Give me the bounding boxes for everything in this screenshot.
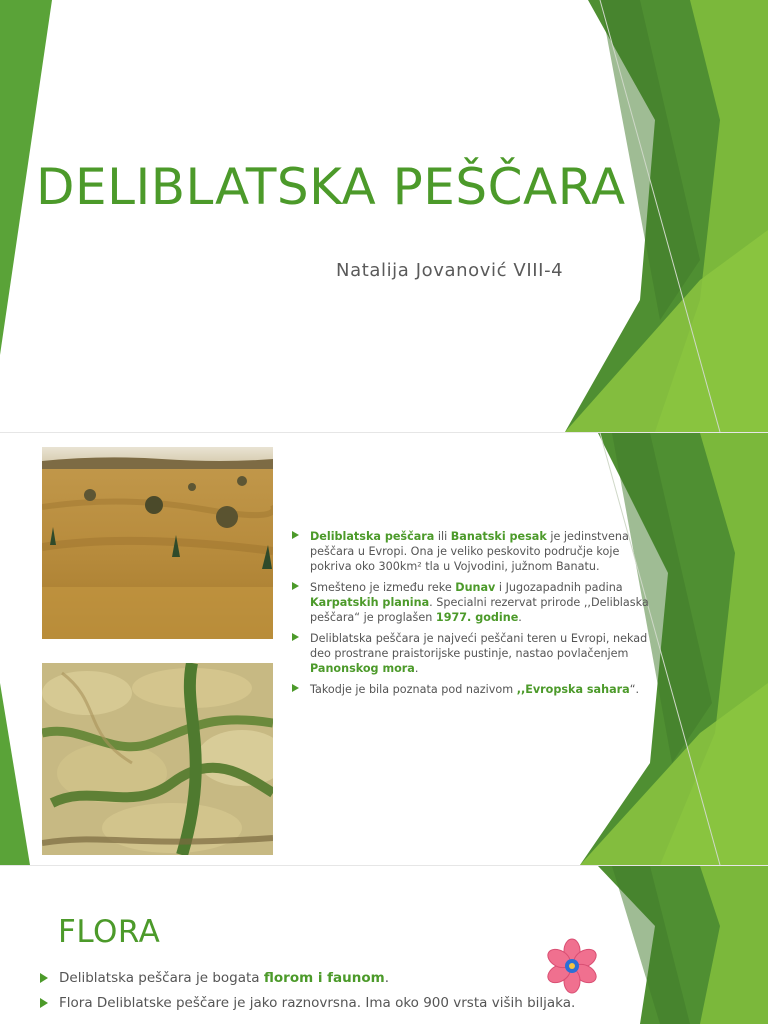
flora-slide	[0, 865, 768, 1024]
list-item	[292, 631, 664, 676]
text-run: i Jugozapadnih padina	[495, 581, 623, 594]
list-item	[292, 529, 664, 574]
title-slide	[0, 0, 768, 432]
text-run: . Specialni rezervat prirode ,,Deliblaska peščara“ je proglašen	[310, 596, 649, 624]
text-run: Smešteno je između reke	[310, 581, 456, 594]
flora-bullet-list	[40, 970, 640, 1020]
highlight-text: Karpatskih planina	[310, 596, 430, 609]
text-run: “.	[629, 683, 640, 696]
text-run: Deliblatska peščara je bogata	[59, 970, 264, 986]
text-run: .	[414, 662, 419, 675]
text-run: .	[518, 611, 522, 624]
text-run: .	[384, 970, 390, 986]
text-run: Takodje je bila poznata pod nazivom	[310, 683, 517, 696]
highlight-text: Panonskog mora	[310, 662, 415, 675]
aerial-dunes-photo	[42, 663, 273, 855]
bullet-arrow-icon	[40, 998, 48, 1008]
left-green-shape	[0, 683, 30, 865]
bullet-arrow-icon	[292, 684, 299, 692]
bullet-arrow-icon	[292, 582, 299, 590]
bullet-arrow-icon	[292, 633, 299, 641]
slide-subtitle: Natalija Jovanović VIII-4	[336, 260, 564, 281]
slide-decoration	[0, 0, 768, 432]
list-item	[40, 995, 640, 1012]
highlight-text: Banatski pesak	[450, 530, 547, 543]
list-item	[292, 682, 664, 697]
highlight-text: florom i faunom	[263, 970, 385, 986]
highlight-text: Deliblatska peščara	[310, 530, 435, 543]
bullet-arrow-icon	[40, 973, 48, 983]
text-run: ili	[434, 530, 451, 543]
highlight-text: Dunav	[455, 581, 496, 594]
content-bullet-list	[292, 529, 664, 703]
highlight-text: ,,Evropska sahara	[516, 683, 630, 696]
highlight-text: 1977. godine	[435, 611, 519, 624]
list-item	[40, 970, 640, 987]
text-run: Deliblatska peščara je najveći peščani teren u Evropi, nekad deo prostrane praistorijske pustinje, nastao povlačenjem	[310, 632, 648, 660]
slide-title: DELIBLATSKA PEŠČARA	[36, 158, 626, 216]
content-slide	[0, 432, 768, 865]
section-title: FLORA	[58, 914, 161, 950]
list-item	[292, 580, 664, 625]
text-run: je jedinstvena peščara u Evropi. Ona je veliko peskovito područje koje pokriva oko 300km² tla u Vojvodini, južnom Banatu.	[310, 530, 629, 573]
sandy-grassland-photo	[42, 447, 273, 639]
bullet-arrow-icon	[292, 531, 299, 539]
text-run: Flora Deliblatske peščare je jako raznovrsna. Ima oko 900 vrsta viših biljaka.	[59, 995, 576, 1011]
